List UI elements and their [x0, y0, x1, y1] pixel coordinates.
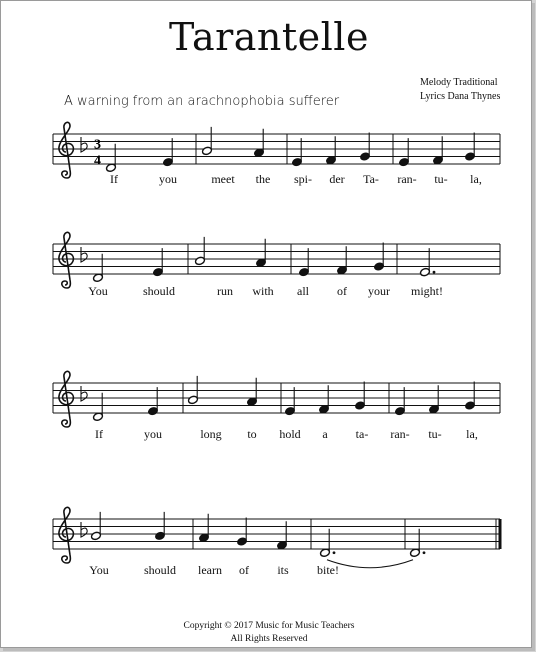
time-signature-top: 3: [94, 137, 101, 153]
half-note: [93, 254, 104, 283]
lyric-syllable: its: [277, 563, 289, 577]
quarter-note: [285, 387, 296, 416]
lyrics-credit: Lyrics Dana Thynes: [420, 91, 501, 102]
lyric-syllable: You: [88, 284, 108, 298]
quarter-note: [433, 136, 444, 165]
quarter-note: [163, 138, 174, 167]
lyric-syllable: with: [252, 284, 274, 298]
song-subtitle: A warning from an arachnophobia sufferer: [64, 94, 340, 109]
tie-slur: [327, 560, 413, 568]
quarter-note: [429, 385, 440, 414]
flat-key-signature-icon: [81, 522, 87, 537]
quarter-note: [254, 129, 265, 158]
lyric-syllable: hold: [279, 427, 301, 441]
copyright-notice: Copyright © 2017 Music for Music Teachers: [183, 621, 355, 631]
lyric-syllable: tu-: [428, 427, 442, 441]
lyric-syllable: ran-: [397, 172, 417, 186]
treble-clef-icon: [59, 507, 73, 563]
lyric-syllable: of: [239, 563, 249, 577]
lyric-syllable: of: [337, 284, 347, 298]
staff-system-4: [1, 511, 536, 571]
lyric-syllable: spi-: [294, 172, 312, 186]
half-note: [93, 393, 104, 422]
melody-credit: Melody Traditional: [420, 77, 498, 88]
quarter-note: [299, 248, 310, 277]
lyric-syllable: tu-: [434, 172, 448, 186]
quarter-note: [256, 239, 267, 268]
rights-notice: All Rights Reserved: [230, 634, 308, 644]
quarter-note: [277, 521, 288, 550]
quarter-note: [395, 387, 406, 416]
page-footer: [1, 620, 536, 646]
lyric-syllable: der: [329, 172, 345, 186]
lyric-syllable: Ta-: [363, 172, 379, 186]
quarter-note: [399, 138, 410, 167]
quarter-note: [148, 387, 159, 416]
flat-key-signature-icon: [81, 386, 87, 401]
lyric-syllable: bite!: [317, 563, 339, 577]
lyric-syllable: You: [89, 563, 109, 577]
treble-clef-icon: [59, 122, 73, 178]
treble-clef-icon: [59, 371, 73, 427]
lyric-syllable: la,: [466, 427, 478, 441]
flat-key-signature-icon: [81, 137, 87, 152]
quarter-note: [355, 382, 366, 411]
lyric-syllable: ran-: [390, 427, 410, 441]
quarter-note: [237, 518, 248, 547]
dotted-half-note: [410, 529, 426, 558]
lyric-syllable: should: [142, 284, 176, 298]
lyric-syllable: to: [247, 427, 257, 441]
lyric-syllable: long: [200, 427, 222, 441]
lyric-syllable: you: [144, 427, 162, 441]
quarter-note: [247, 378, 258, 407]
lyric-syllable: If: [95, 427, 103, 441]
quarter-note: [465, 133, 476, 162]
lyric-syllable: If: [110, 172, 118, 186]
lyric-syllable: all: [297, 284, 309, 298]
dotted-half-note: [420, 248, 436, 277]
lyric-syllable: your: [368, 284, 390, 298]
lyric-syllable: the: [255, 172, 271, 186]
lyric-syllable: ta-: [355, 427, 369, 441]
flat-key-signature-icon: [81, 247, 87, 262]
quarter-note: [319, 385, 330, 414]
half-note: [106, 144, 117, 173]
lyric-syllable: a: [322, 427, 328, 441]
quarter-note: [337, 246, 348, 275]
song-title: Tarantelle: [169, 15, 369, 59]
lyric-syllable: la,: [470, 172, 482, 186]
lyric-syllable: meet: [211, 172, 235, 186]
quarter-note: [153, 248, 164, 277]
lyric-syllable: run: [217, 284, 233, 298]
dotted-half-note: [320, 529, 336, 558]
quarter-note: [360, 133, 371, 162]
quarter-note: [465, 382, 476, 411]
lyric-syllable: might!: [411, 284, 443, 298]
lyric-syllable: should: [143, 563, 177, 577]
quarter-note: [326, 136, 337, 165]
quarter-note: [292, 138, 303, 167]
time-signature-bottom: 4: [94, 153, 101, 169]
quarter-note: [199, 514, 210, 543]
lyric-syllable: you: [159, 172, 177, 186]
staff-system-3: [1, 375, 536, 435]
song-credits: [420, 76, 500, 104]
treble-clef-icon: [59, 232, 73, 288]
quarter-note: [374, 243, 385, 272]
lyric-syllable: learn: [198, 563, 222, 577]
